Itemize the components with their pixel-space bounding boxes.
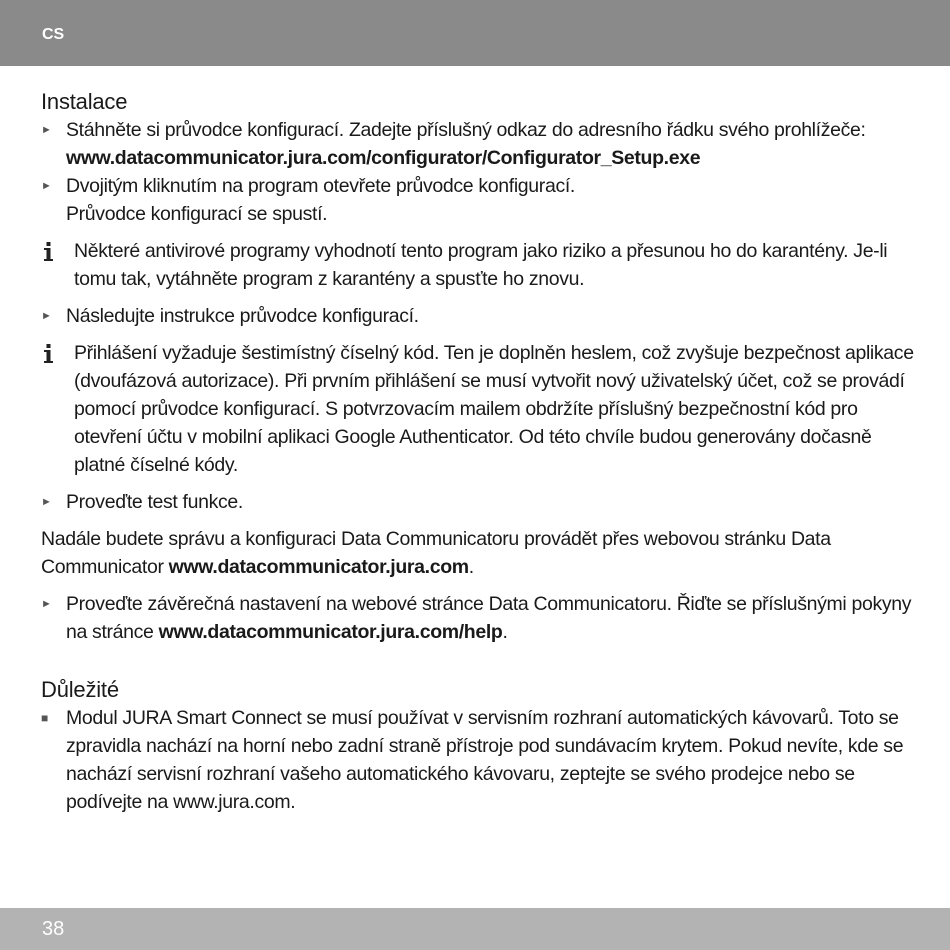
step-final-settings <box>41 590 921 646</box>
paragraph-management-end: . <box>468 556 474 578</box>
step-open <box>41 172 921 228</box>
section-spacer <box>41 646 921 676</box>
help-link[interactable]: www.datacommunicator.jura.com/help <box>158 621 503 643</box>
step-download <box>41 116 921 172</box>
step-test <box>41 488 921 516</box>
note-antivirus-text: Některé antivirové programy vyhodnotí tento program jako riziko a přesunou ho do karantény. Je-li tomu tak, vytáhněte program z karantény a spusťte ho znovu. <box>74 240 888 290</box>
datacommunicator-link[interactable]: www.datacommunicator.jura.com <box>168 556 469 578</box>
configurator-link[interactable]: www.datacommunicator.jura.com/configurator/Configurator_Setup.exe <box>66 147 701 169</box>
language-label: CS <box>42 26 65 43</box>
note-antivirus <box>41 237 921 293</box>
triangle-bullet-icon: ► <box>41 310 52 322</box>
triangle-bullet-icon: ► <box>41 496 52 508</box>
step-final-settings-end: . <box>502 621 508 643</box>
step-follow-text: Následujte instrukce průvodce konfigurací. <box>66 305 419 327</box>
step-download-text: Stáhněte si průvodce konfigurací. Zadejte příslušný odkaz do adresního řádku svého prohlížeče: <box>66 119 866 141</box>
square-bullet-icon: ■ <box>41 711 48 725</box>
step-open-result: Průvodce konfigurací se spustí. <box>66 203 328 225</box>
section-title-installation: Instalace <box>41 89 128 114</box>
paragraph-management-text: Nadále budete správu a konfiguraci Data Communicatoru provádět přes webovou stránku Data Communicator <box>41 528 831 578</box>
triangle-bullet-icon: ► <box>41 598 52 610</box>
section-title-important: Důležité <box>41 677 119 702</box>
step-final-settings-text: Proveďte závěrečná nastavení na webové stránce Data Communicatoru. Řiďte se příslušnými pokyny na stránce <box>66 593 912 643</box>
note-login <box>41 339 921 479</box>
triangle-bullet-icon: ► <box>41 124 52 136</box>
triangle-bullet-icon: ► <box>41 180 52 192</box>
page-content <box>41 88 921 816</box>
page-number: 38 <box>42 918 65 940</box>
info-icon <box>43 242 54 261</box>
note-login-text: Přihlášení vyžaduje šestimístný číselný kód. Ten je doplněn heslem, což zvyšuje bezpečnost aplikace (dvoufázová autorizace). Při prvním přihlášení se musí vytvořit nový uživatelský účet, což se provádí pomocí průvodce konfigurací. S potvrzovacím mailem obdržíte příslušný bezpečnostní kód pro otevření účtu v mobilní aplikaci Google Authenticator. Od této chvíle budou generovány dočasně platné číselné kódy. <box>74 342 914 476</box>
footer-bar <box>0 908 950 950</box>
info-icon <box>43 344 54 363</box>
header-bar <box>0 0 950 66</box>
paragraph-management <box>41 525 921 581</box>
important-item <box>41 704 921 816</box>
step-follow <box>41 302 921 330</box>
step-test-text: Proveďte test funkce. <box>66 491 243 513</box>
important-text: Modul JURA Smart Connect se musí používat v servisním rozhraní automatických kávovarů. Toto se zpravidla nachází na horní nebo zadní straně přístroje pod sundávacím krytem. Pokud nevíte, kde se nachází servisní rozhraní vašeho automatického kávovaru, zeptejte se svého prodejce nebo se podívejte na www.jura.com. <box>66 707 904 813</box>
step-open-text: Dvojitým kliknutím na program otevřete průvodce konfigurací. <box>66 175 575 197</box>
